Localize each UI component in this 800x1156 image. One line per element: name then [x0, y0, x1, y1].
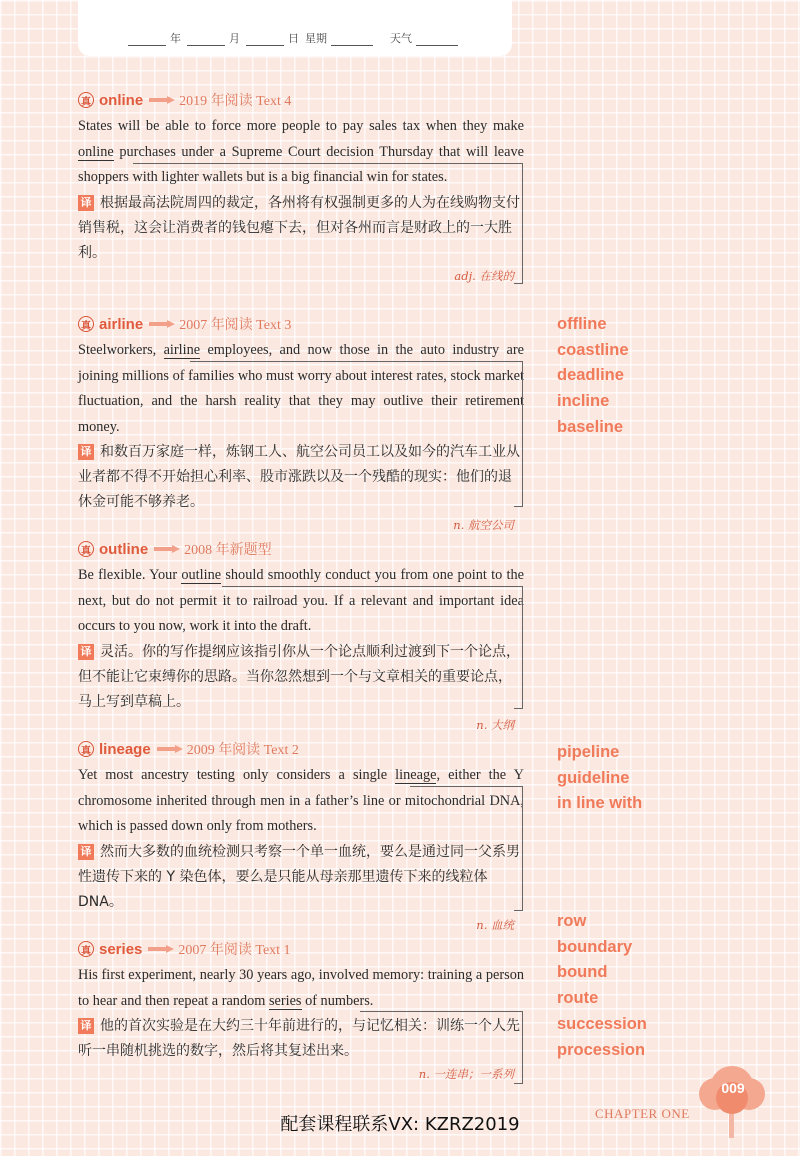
definition: n. 一连串；一系列	[418, 1067, 514, 1081]
keyword-underline: outline	[181, 567, 222, 583]
related-words-line	[557, 312, 629, 441]
related-word: succession	[557, 1014, 647, 1033]
related-words-line-2	[557, 740, 642, 817]
translation-badge: 译	[78, 444, 94, 460]
date-year-field[interactable]: 年	[128, 30, 181, 46]
chinese-translation: 译 和数百万家庭一样，炼钢工人、航空公司员工以及如今的汽车工业从业者都不得不开始担心利率、股市涨跌以及一个残酷的现实：他们的退休金可能不够养老。	[78, 444, 520, 510]
translation-badge: 译	[78, 844, 94, 860]
definition-bracket-end	[514, 283, 522, 284]
definition-bracket-end	[514, 506, 522, 507]
translation-badge: 译	[78, 1018, 94, 1034]
related-word: bound	[557, 963, 608, 982]
arrow-icon	[149, 96, 175, 104]
definition-bracket	[133, 163, 523, 284]
definition-bracket	[190, 361, 523, 507]
english-sentence: His first experiment, nearly 30 years ago, involved memory: training a person to hear and then repeat a random series of numbers.	[78, 967, 524, 1009]
definition: adj. 在线的	[454, 268, 514, 283]
chinese-translation: 译 然而大多数的血统检测只考察一个单一血统，要么是通过同一父系男性遗传下来的 Y 染色体，要么是只能从母亲那里遗传下来的线粒体 DNA。	[78, 843, 520, 910]
chinese-translation: 译 他的首次实验是在大约三十年前进行的，与记忆相关：训练一个人先听一串随机挑选的数字，然后将其复述出来。	[78, 1018, 520, 1059]
arrow-icon	[154, 545, 180, 553]
arrow-icon	[148, 945, 174, 953]
page-number: 009	[721, 1080, 745, 1096]
english-sentence: States will be able to force more people to pay sales tax when they make online purchases under a Supreme Court decision Thursday that will leave shoppers with lighter wallets but is a big financial win for states.	[78, 118, 524, 185]
real-exam-badge: 真	[78, 741, 94, 757]
related-word: coastline	[557, 340, 629, 359]
related-word: baseline	[557, 417, 624, 436]
definition-bracket	[222, 586, 523, 709]
entry-word: airline	[99, 315, 144, 333]
definition-bracket-end	[514, 910, 522, 911]
entry-source: 2008 年新题型	[184, 543, 272, 558]
english-sentence: Yet most ancestry testing only considers a single lineage, either the Y chromosome inherited through men in a father’s line or mitochondrial DNA, which is passed down only from mothers.	[78, 767, 524, 834]
keyword-underline: series	[268, 992, 302, 1009]
arrow-icon	[149, 320, 175, 328]
real-exam-badge: 真	[78, 316, 94, 332]
entry-word: lineage	[99, 740, 151, 758]
related-word: route	[557, 989, 599, 1008]
keyword-underline: airline	[163, 342, 201, 358]
chinese-translation: 译 根据最高法院周四的裁定，各州将有权强制更多的人为在线购物支付销售税，这会让消费者的钱包瘪下去，但对各州而言是财政上的一大胜利。	[78, 194, 520, 261]
chinese-translation: 译 灵活。你的写作提纲应该指引你从一个论点顺利过渡到下一个论点，但不能让它束缚你的思路。当你忽然想到一个与文章相关的重要论点，马上写到草稿上。	[78, 643, 520, 710]
entry-word: series	[99, 940, 143, 958]
related-word: deadline	[557, 366, 624, 385]
related-words-series	[557, 909, 647, 1063]
english-sentence: Be flexible. Your outline should smoothly conduct you from one point to the next, but do not permit it to railroad you. If a relevant and important idea occurs to you now, work it into the draft.	[78, 567, 524, 634]
real-exam-badge: 真	[78, 541, 94, 557]
definition-bracket-end	[514, 1083, 522, 1084]
date-header	[78, 0, 512, 56]
real-exam-badge: 真	[78, 92, 94, 108]
definition: n. 航空公司	[453, 518, 514, 532]
related-word: guideline	[557, 768, 630, 787]
related-word: pipeline	[557, 743, 620, 761]
definition-bracket	[410, 786, 523, 911]
promo-text: 配套课程联系VX: KZRZ2019	[280, 1114, 520, 1135]
translation-badge: 译	[78, 195, 94, 211]
definition: n. 大纲	[476, 717, 514, 732]
real-exam-badge: 真	[78, 941, 94, 957]
related-word: boundary	[557, 937, 633, 956]
english-sentence: Steelworkers, airline employees, and now those in the auto industry are joining millions of families who must worry about interest rates, stock market fluctuation, and the harsh reality that they may outlive their retirement money.	[78, 342, 524, 435]
related-word: in line with	[557, 794, 643, 813]
definition-bracket-end	[514, 708, 522, 709]
entry-word: outline	[99, 540, 149, 558]
related-word: row	[557, 912, 587, 930]
tree-icon	[697, 1064, 767, 1138]
date-weekday-field[interactable]: 星期	[305, 30, 377, 46]
date-weather-field[interactable]: 天气	[390, 30, 462, 46]
keyword-underline: lineage	[395, 767, 437, 783]
entry-source: 2007 年阅读 Text 3	[179, 318, 292, 333]
entry-source: 2009 年阅读 Text 2	[186, 743, 299, 758]
translation-badge: 译	[78, 644, 94, 660]
related-word: procession	[557, 1040, 646, 1059]
entry-source: 2019 年阅读 Text 4	[179, 94, 292, 109]
keyword-underline: online	[78, 143, 114, 160]
related-word: incline	[557, 392, 610, 411]
related-word: offline	[557, 315, 607, 333]
definition: n. 血统	[476, 917, 514, 932]
arrow-icon	[157, 745, 183, 753]
definition-bracket	[360, 1011, 523, 1084]
date-month-field[interactable]: 月	[187, 30, 240, 46]
entry-word: online	[99, 91, 144, 109]
chapter-label: CHAPTER ONE	[595, 1106, 690, 1121]
date-day-field[interactable]: 日	[246, 30, 299, 46]
entry-source: 2007 年阅读 Text 1	[178, 943, 291, 958]
